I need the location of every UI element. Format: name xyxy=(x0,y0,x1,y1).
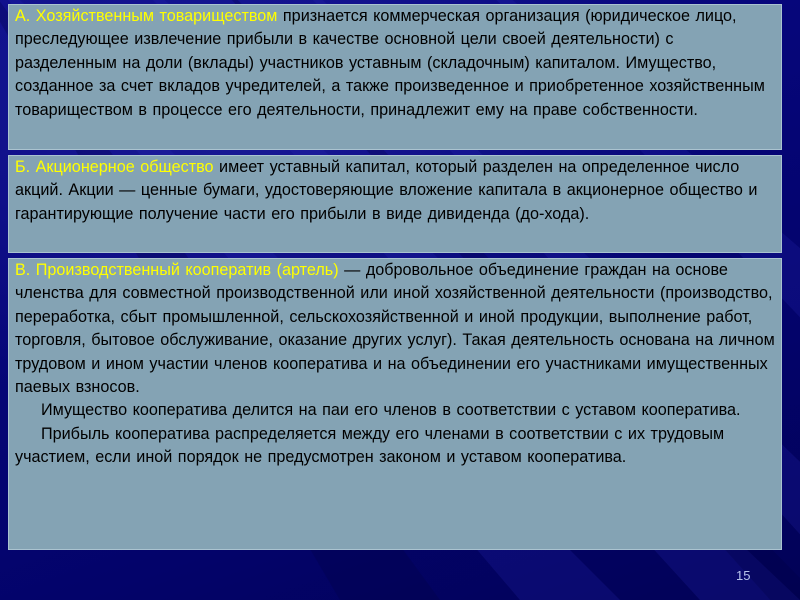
section-b-heading: Б. Акционерное общество xyxy=(15,158,214,176)
section-c-paragraph-1 xyxy=(15,259,775,399)
section-c-panel xyxy=(8,258,782,550)
section-c-paragraph-3: Прибыль кооператива распределяется между его членами в соответствии с их трудовым участием, если иной порядок не предусмотрен законом и уставом кооператива. xyxy=(15,424,725,467)
section-c-paragraph-2: Имущество кооператива делится на паи его членов в соответствии с уставом кооператива. xyxy=(41,401,741,420)
section-b-panel xyxy=(8,155,782,253)
section-c-text: — добровольное объединение граждан на основе членства для совместной производственной или иной хозяйственной деятельности (производство, переработка, сбыт промышленной, сельскохозяйственной и иной продукции, выполнение работ, торговля, бытовое обслуживание, оказание других услуг). Такая деятельность основана на личном трудовом и ином участии членов кооператива и на объединении его участниками имущественных паевых взносов. xyxy=(15,261,775,397)
section-b-text: имеет уставный капитал, который разделен на определенное число акций. Акции — ценные бумаги, удостоверяющие вложение капитала в акционерное общество и гарантирующие получение части его прибыли в виде дивиденда (до-хода). xyxy=(15,158,758,223)
page-number: 15 xyxy=(736,568,751,583)
section-a-paragraph xyxy=(15,5,775,122)
section-a-heading: А. Хозяйственным товариществом xyxy=(15,7,278,25)
section-a-panel xyxy=(8,4,782,150)
section-b-paragraph xyxy=(15,156,775,226)
section-a-text: признается коммерческая организация (юридическое лицо, преследующее извлечение прибыли в качестве основной цели своей деятельности) с разделенным на доли (вклады) участников уставным (складочным) капиталом. Имущество, созданное за счет вкладов учредителей, а также произведенное и приобретенное хозяйственным товариществом в процессе его деятельности, принадлежит ему на праве собственности. xyxy=(15,7,765,119)
section-c-heading: В. Производственный кооператив (артель) xyxy=(15,261,339,279)
